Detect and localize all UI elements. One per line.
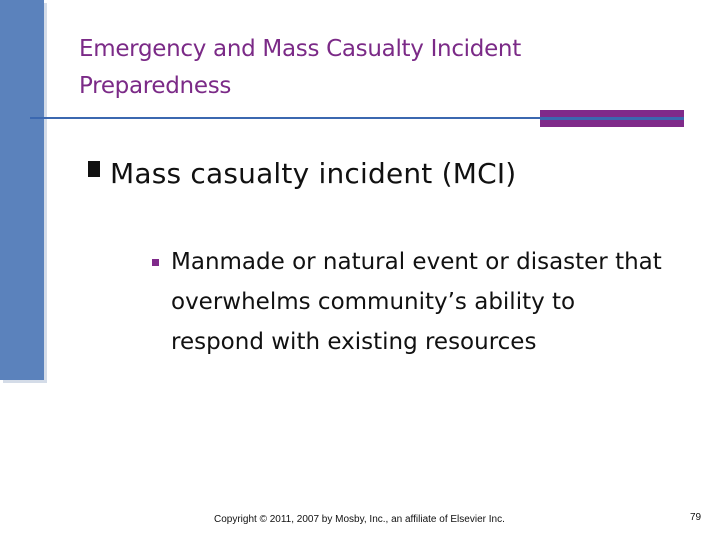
square-bullet-icon [88,161,100,177]
bullet-level-1-text: Mass casualty incident (MCI) [110,157,517,190]
copyright-footer: Copyright © 2011, 2007 by Mosby, Inc., an affiliate of Elsevier Inc. [214,514,505,525]
left-accent-bar [0,0,44,380]
slide-number: 79 [690,512,702,523]
title-divider-line [30,117,542,119]
bullet-level-1 [88,153,688,195]
small-square-bullet-icon [152,259,159,266]
bullet-level-2-text: Manmade or natural event or disaster that overwhelms community’s ability to respond with existing resources [171,249,662,355]
title-divider-accent [540,110,684,127]
slide-title: Emergency and Mass Casualty Incident Preparedness [79,36,521,99]
bullet-level-2 [152,242,672,362]
